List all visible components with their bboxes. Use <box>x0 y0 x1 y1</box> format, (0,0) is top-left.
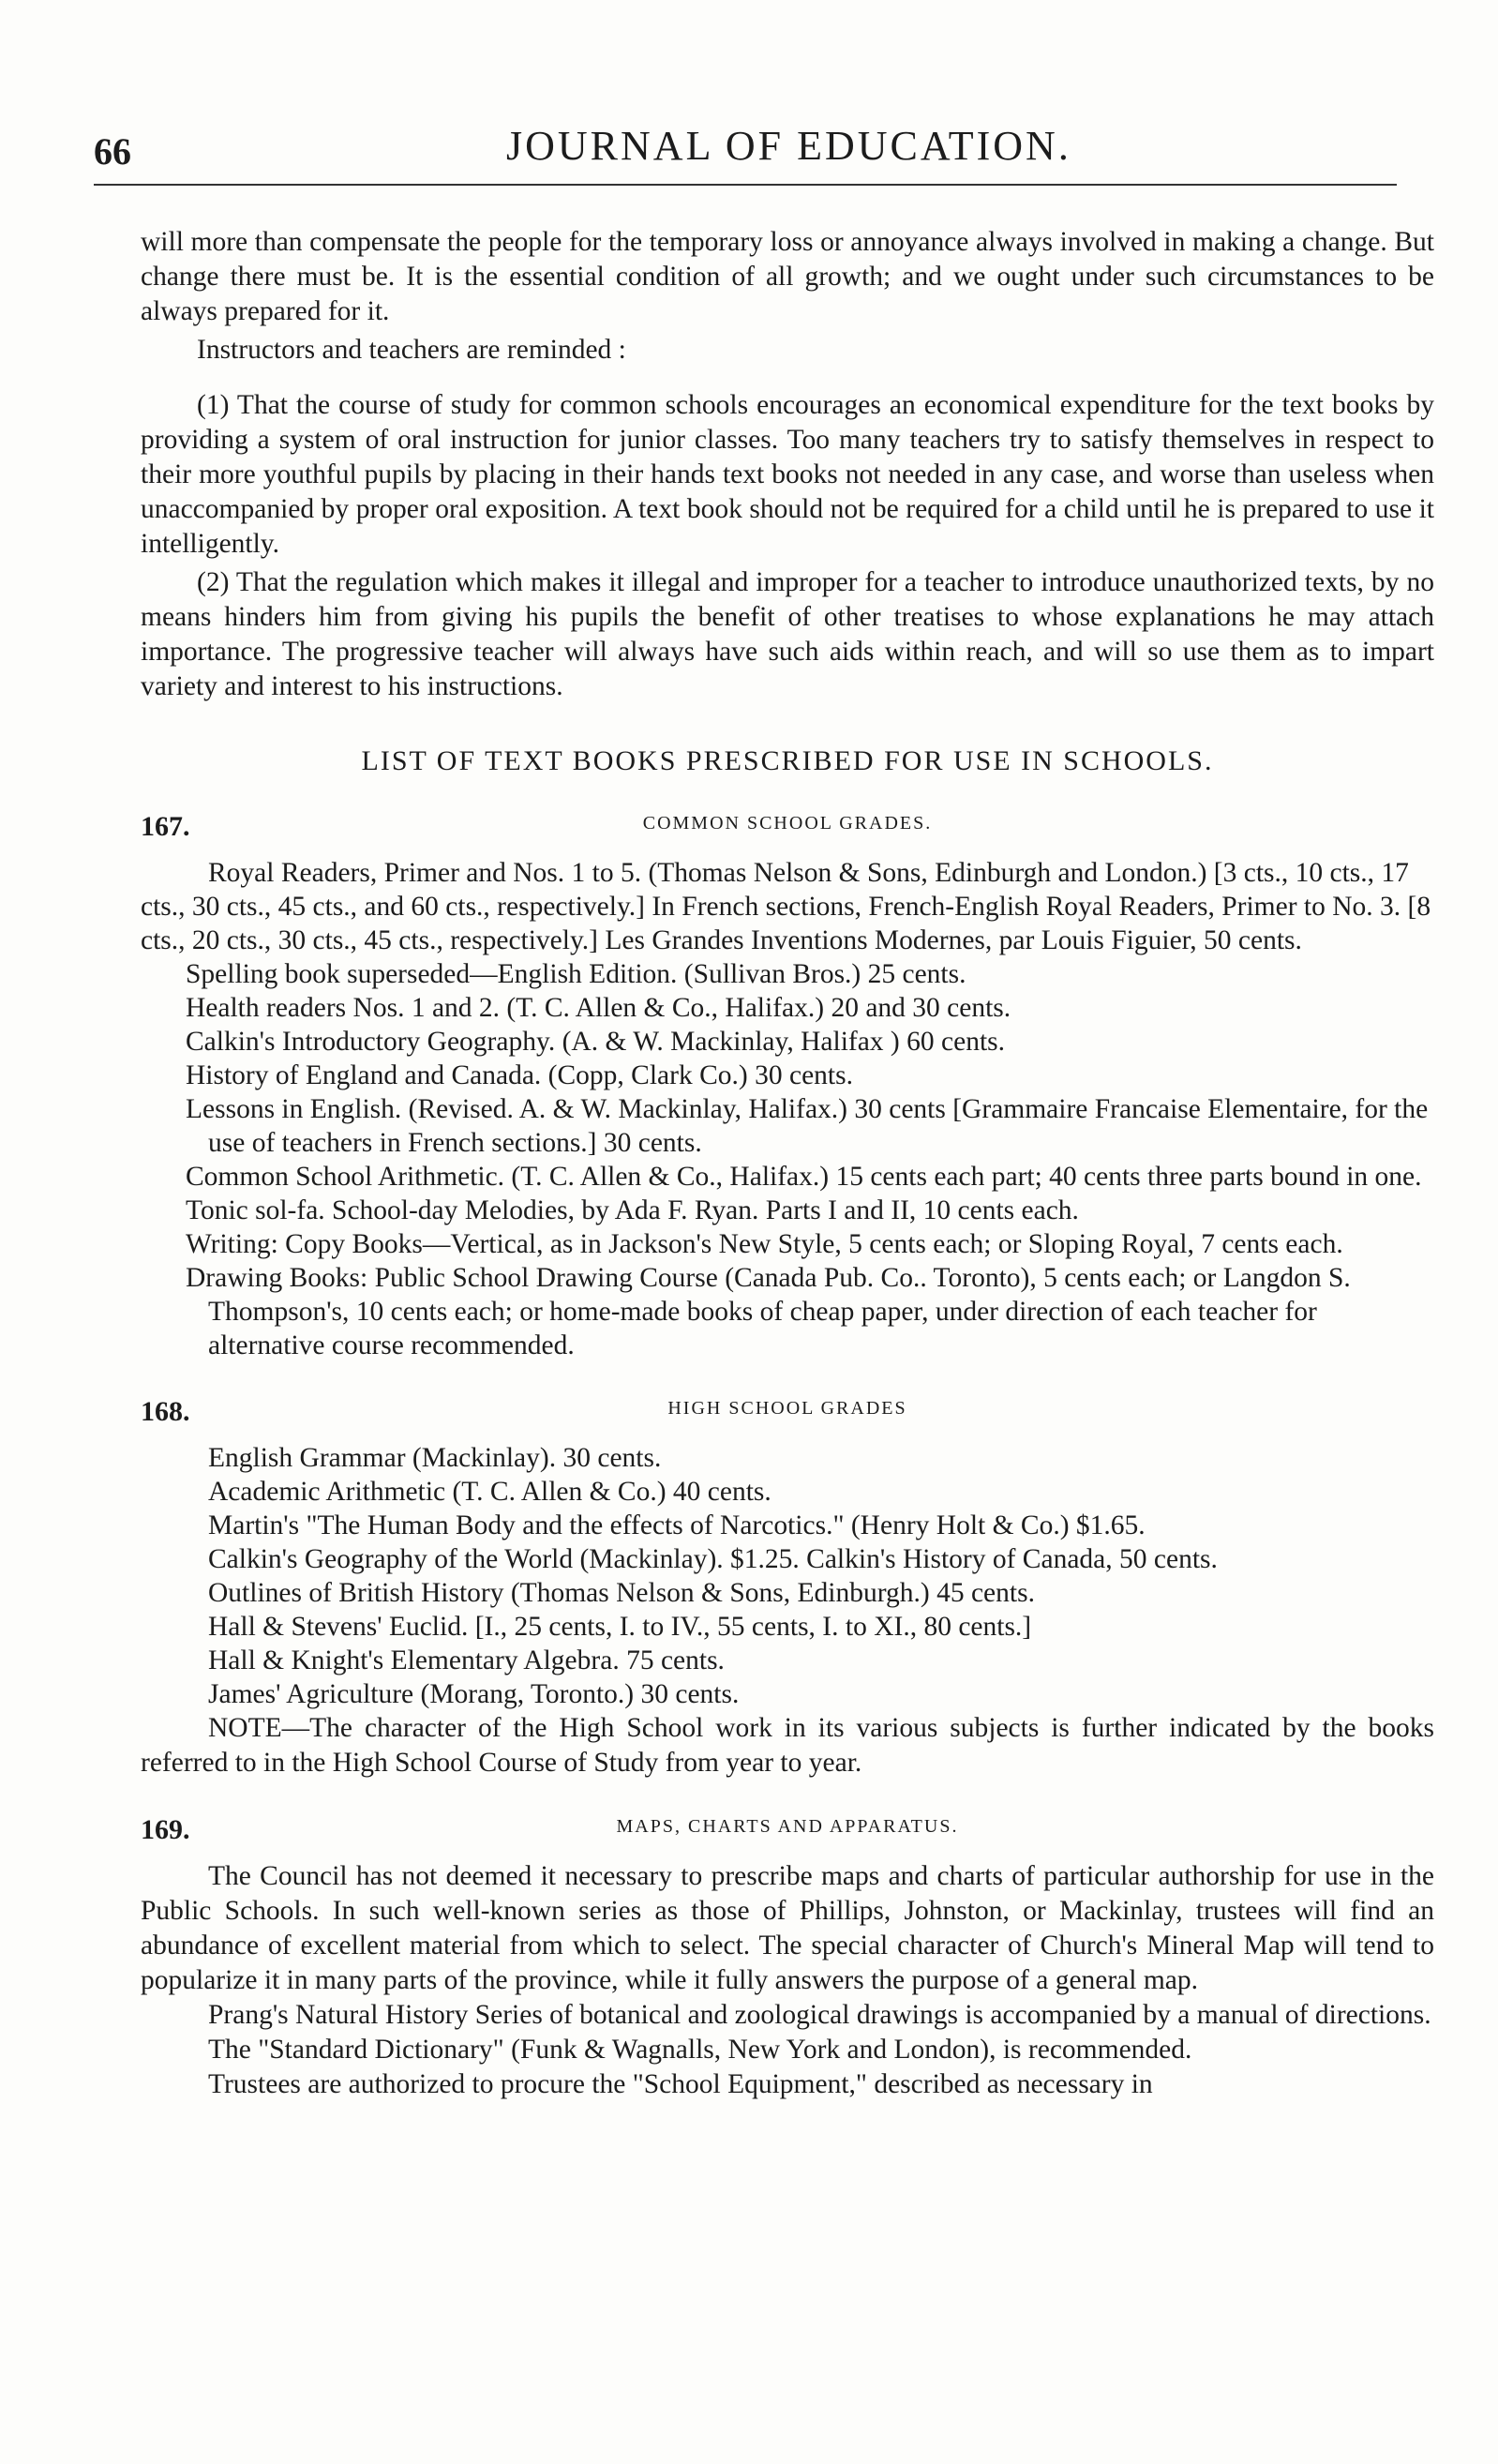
text-book-entry: Academic Arithmetic (T. C. Allen & Co.) 40 cents. <box>208 1477 771 1507</box>
spacer <box>141 371 1434 388</box>
text-book-entry: Common School Arithmetic. (T. C. Allen & Co., Halifax.) 15 cents each part; 40 cents three parts bound in one. <box>186 1162 1422 1192</box>
text-book-entry: Health readers Nos. 1 and 2. (T. C. Allen & Co., Halifax.) 20 and 30 cents. <box>186 993 1011 1023</box>
section-number: 167. <box>141 811 190 842</box>
text-book-entry: History of England and Canada. (Copp, Clark Co.) 30 cents. <box>186 1060 853 1090</box>
text-book-entry: Calkin's Introductory Geography. (A. & W. Mackinlay, Halifax ) 60 cents. <box>186 1027 1005 1057</box>
section-167-heading <box>141 805 1434 847</box>
text-book-entry: Hall & Knight's Elementary Algebra. 75 cents. <box>208 1645 725 1675</box>
section-169-heading <box>141 1809 1434 1850</box>
page-body <box>141 225 1434 2102</box>
text-book-entry: Royal Readers, Primer and Nos. 1 to 5. (Thomas Nelson & Sons, Edinburgh and London.) [3 cts., 10 cts., 17 cts., 30 cts., 45 cts., and 60 cts., respectively.] In French sections, French-English Royal Readers, Primer to No. 3. [8 cts., 20 cts., 30 cts., 45 cts., respectively.] Les Grandes Inventions Modernes, par Louis Figuier, 50 cents. <box>141 858 1431 955</box>
page-header <box>94 113 1406 188</box>
page-number: 66 <box>94 130 131 173</box>
maps-paragraph: Trustees are authorized to procure the "School Equipment," described as necessary in <box>208 2069 1153 2099</box>
text-book-entry: Hall & Stevens' Euclid. [I., 25 cents, I. to IV., 55 cents, I. to XI., 80 cents.] <box>208 1612 1032 1642</box>
text-book-entry: Drawing Books: Public School Drawing Course (Canada Pub. Co.. Toronto), 5 cents each; or Langdon S. Thompson's, 10 cents each; or home-made books of cheap paper, under direction of each teacher for alternative course recommended. <box>186 1263 1351 1360</box>
header-rule <box>94 184 1397 186</box>
intro-reminder: Instructors and teachers are reminded : <box>197 335 626 365</box>
section-title: COMMON SCHOOL GRADES. <box>642 813 933 834</box>
text-book-entry: Writing: Copy Books—Vertical, as in Jackson's New Style, 5 cents each; or Sloping Royal, 7 cents each. <box>186 1229 1343 1259</box>
section-title: MAPS, CHARTS AND APPARATUS. <box>616 1816 959 1837</box>
section-168-heading <box>141 1390 1434 1432</box>
section-title: HIGH SCHOOL GRADES <box>667 1398 907 1419</box>
intro-paragraph: will more than compensate the people for the temporary loss or annoyance always involved in making a change. But change there must be. It is the essential condition of all growth; and we ought under such circumstances to be always prepared for it. <box>141 227 1434 326</box>
running-title: JOURNAL OF EDUCATION. <box>506 123 1071 169</box>
text-book-entry: English Grammar (Mackinlay). 30 cents. <box>208 1443 662 1473</box>
text-book-entry: Outlines of British History (Thomas Nelson & Sons, Edinburgh.) 45 cents. <box>208 1578 1035 1608</box>
maps-paragraph: The "Standard Dictionary" (Funk & Wagnalls, New York and London), is recommended. <box>208 2035 1192 2065</box>
text-book-entry: James' Agriculture (Morang, Toronto.) 30 cents. <box>208 1679 740 1709</box>
text-book-entry: Calkin's Geography of the World (Mackinlay). $1.25. Calkin's History of Canada, 50 cents. <box>208 1544 1218 1574</box>
section-number: 168. <box>141 1396 190 1427</box>
maps-paragraph: The Council has not deemed it necessary to prescribe maps and charts of particular authorship for use in the Public Schools. In such well-known series as those of Phillips, Johnston, or Mackinlay, trustees will find an abundance of excellent material from which to select. The special character of Church's Mineral Map will tend to popularize it in many parts of the province, while it fully answers the purpose of a general map. <box>141 1861 1434 1995</box>
high-school-note: NOTE—The character of the High School work in its various subjects is further indicated by the books referred to in the High School Course of Study from year to year. <box>141 1713 1434 1778</box>
text-book-entry: Spelling book superseded—English Edition. (Sullivan Bros.) 25 cents. <box>186 959 966 989</box>
reminder-item-1: (1) That the course of study for common schools encourages an economical expenditure for the text books by providing a system of oral instruction for junior classes. Too many teachers try to satisfy themselves in respect to their more youthful pupils by placing in their hands text books not needed in any case, and worse than useless when unaccompanied by proper oral exposition. A text book should not be required for a child until he is prepared to use it intelligently. <box>141 390 1434 559</box>
section-number: 169. <box>141 1814 190 1845</box>
text-book-entry: Martin's "The Human Body and the effects of Narcotics." (Henry Holt & Co.) $1.65. <box>208 1510 1146 1540</box>
reminder-item-2: (2) That the regulation which makes it illegal and improper for a teacher to introduce unauthorized texts, by no means hinders him from giving his pupils the benefit of other treatises to whose explanations he may attach importance. The progressive teacher will always have such aids within reach, and will so use them as to impart variety and interest to his instructions. <box>141 567 1434 701</box>
text-book-entry: Tonic sol-fa. School-day Melodies, by Ada F. Ryan. Parts I and II, 10 cents each. <box>186 1195 1079 1225</box>
list-title: LIST OF TEXT BOOKS PRESCRIBED FOR USE IN SCHOOLS. <box>361 745 1214 776</box>
text-book-entry: Lessons in English. (Revised. A. & W. Mackinlay, Halifax.) 30 cents [Grammaire Francaise Elementaire, for the use of teachers in French sections.] 30 cents. <box>186 1094 1429 1158</box>
maps-paragraph: Prang's Natural History Series of botanical and zoological drawings is accompanied by a manual of directions. <box>208 2000 1431 2030</box>
